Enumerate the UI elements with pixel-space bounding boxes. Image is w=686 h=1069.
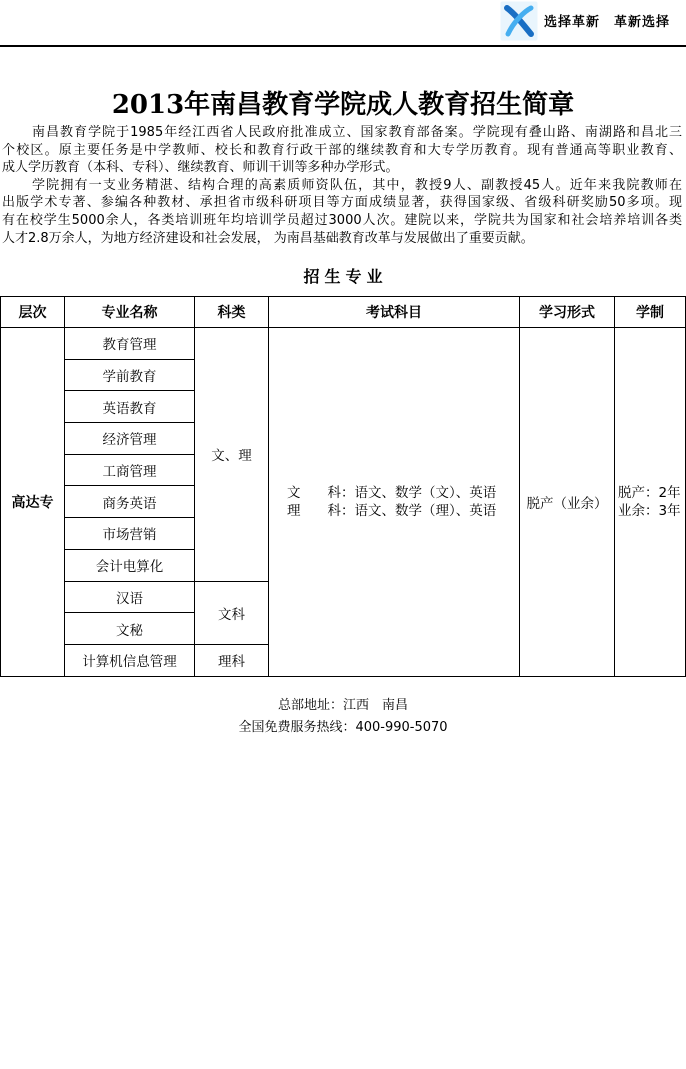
logo	[500, 1, 538, 41]
intro-line: 有在校学生5000余人，各类培训班年均培训学员超过3000人次。建院以来，学院共为国家和社会培养培训各类	[2, 212, 682, 228]
major-cell: 学前教育	[65, 359, 195, 391]
header-exam-subjects: 考试科目	[269, 297, 520, 328]
major-cell: 经济管理	[65, 423, 195, 455]
major-cell: 商务英语	[65, 486, 195, 518]
major-cell: 会计电算化	[65, 549, 195, 581]
exam-subject-line: 文 科：语文、数学（文）、英语	[287, 484, 497, 501]
footer-hotline: 全国免费服务热线：400-990-5070	[238, 720, 448, 735]
footer-address: 总部地址：江西 南昌	[277, 698, 408, 713]
study-mode-cell: 脱产（业余）	[520, 328, 615, 677]
major-cell: 计算机信息管理	[65, 644, 195, 676]
x-swoosh-logo-icon	[500, 1, 538, 41]
category-cell: 文、理	[195, 328, 269, 582]
duration-line: 业余：3年	[618, 502, 681, 519]
level-cell: 高达专	[1, 328, 65, 677]
enrollment-table	[0, 296, 686, 677]
intro-line: 出版学术专著、参编各种教材、承担省市级科研项目等方面成绩显著，获得国家级、省级科研奖励50多项。现	[2, 195, 682, 211]
major-cell: 英语教育	[65, 391, 195, 423]
intro-line: 南昌教育学院于1985年经江西省人民政府批准成立、国家教育部备案。学院现有叠山路、南湖路和昌北三	[32, 125, 682, 140]
page-title: 2013年南昌教育学院成人教育招生简章	[111, 90, 575, 120]
duration-cell	[615, 328, 686, 677]
header-divider	[0, 45, 686, 47]
intro-line: 人才2.8万余人，为地方经济建设和社会发展， 为南昌基础教育改革与发展做出了重要贡献。	[2, 230, 534, 246]
category-cell: 文科	[195, 581, 269, 644]
exam-subject-line: 理 科：语文、数学（理）、英语	[287, 502, 497, 519]
category-cell: 理科	[195, 644, 269, 676]
header-major: 专业名称	[65, 297, 195, 328]
duration-line: 脱产：2年	[618, 484, 681, 501]
header-study-mode: 学习形式	[520, 297, 615, 328]
header-level: 层次	[1, 297, 65, 328]
header-category: 科类	[195, 297, 269, 328]
major-cell: 教育管理	[65, 328, 195, 360]
major-cell: 市场营销	[65, 518, 195, 550]
intro-paragraph-faculty	[2, 177, 682, 247]
intro-text	[2, 124, 682, 247]
major-cell: 汉语	[65, 581, 195, 613]
intro-line: 个校区。原主要任务是中学教师、校长和教育行政干部的继续教育和大专学历教育。现有普通高等职业教育、	[2, 142, 682, 158]
major-cell: 工商管理	[65, 454, 195, 486]
section-title: 招生专业	[303, 267, 388, 286]
intro-paragraph-history	[2, 124, 682, 177]
header-slogan: 选择革新 革新选择	[544, 15, 671, 30]
header-duration: 学制	[615, 297, 686, 328]
exam-subjects-cell	[269, 328, 520, 677]
intro-line: 学院拥有一支业务精湛、结构合理的高素质师资队伍，其中，教授9人、副教授45人。近年来我院教师在	[32, 177, 682, 193]
intro-line: 成人学历教育（本科、专科）、继续教育、师训干训等多种办学形式。	[2, 160, 399, 176]
major-cell: 文秘	[65, 613, 195, 645]
table-header-row	[1, 297, 686, 328]
table-row	[1, 328, 686, 360]
